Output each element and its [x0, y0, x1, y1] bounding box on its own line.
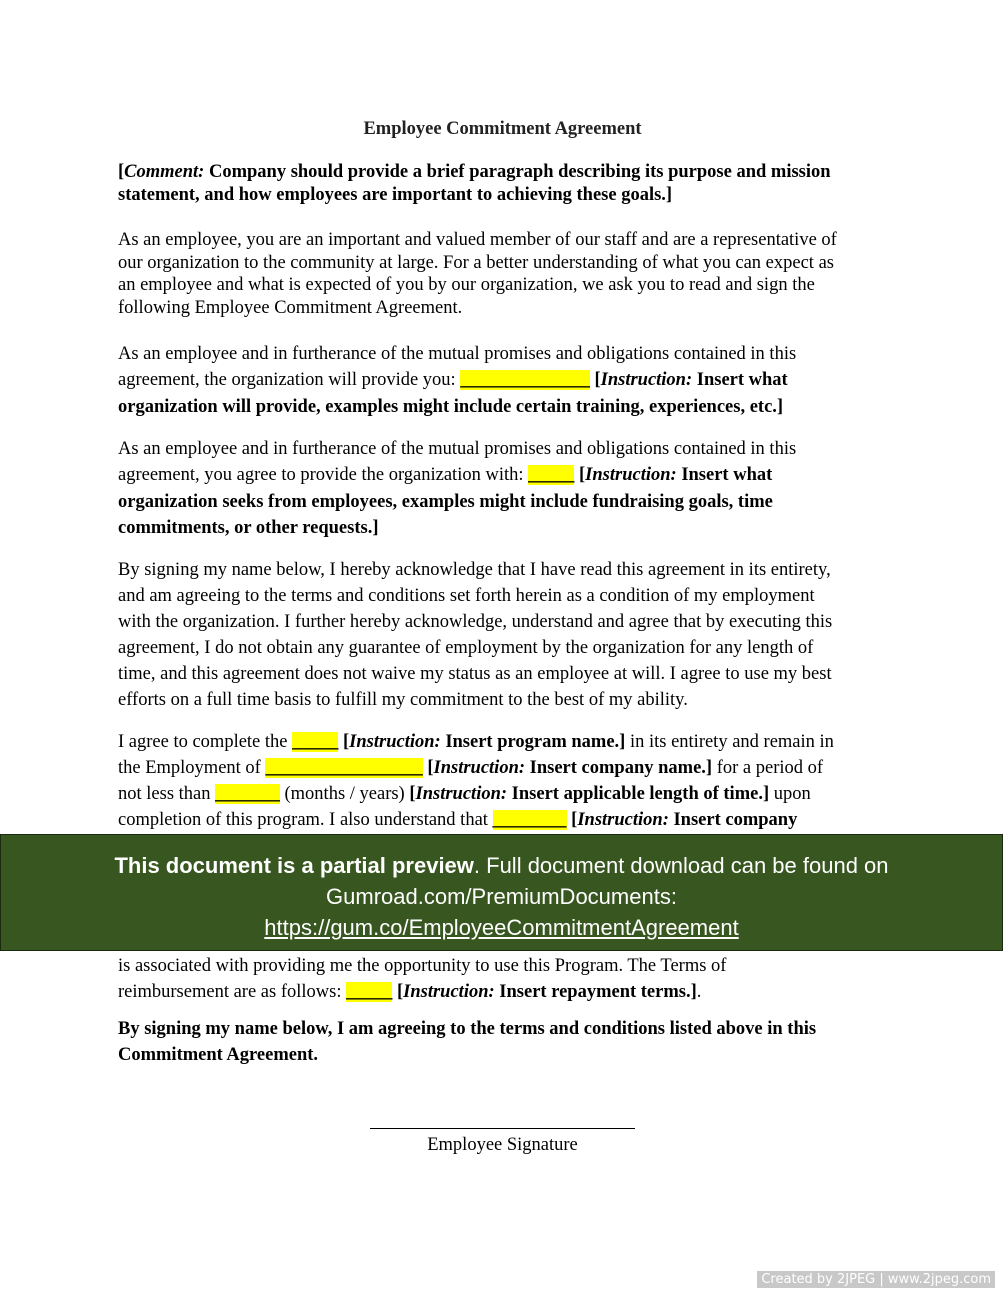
text-run: and am agreeing to the terms and conditions set forth herein as a condition of my employment [118, 586, 815, 606]
reimbursement-paragraph [118, 953, 908, 1005]
banner-line2: Gumroad.com/PremiumDocuments: [326, 884, 677, 909]
text-run: Insert applicable length of time.] [507, 784, 770, 804]
text-run: Insert what [692, 370, 788, 391]
banner-bold-text: This document is a partial preview [114, 853, 474, 878]
text-run: Commitment Agreement. [118, 1045, 319, 1065]
text-run: I agree to complete the [118, 732, 293, 752]
text-run: agreement, you agree to provide the organization with: [118, 465, 529, 486]
text-run: Insert what [676, 465, 773, 486]
text-run: As an employee, you are an important and valued member of our staff and are a representative of [118, 230, 837, 250]
preview-banner [0, 834, 1003, 951]
text-run: Insert company [668, 810, 798, 830]
text-run: [ [392, 982, 404, 1002]
text-run: By signing my name below, I am agreeing to the terms and conditions listed above in this [118, 1019, 817, 1039]
fill-in-blank: ________ [492, 810, 567, 830]
text-run: the Employment of [118, 758, 266, 778]
text-run: is associated with providing me the opportunity to use this Program. The Terms of [118, 956, 727, 976]
text-run: with the organization. I further hereby acknowledge, understand and agree that by executing this [118, 612, 833, 632]
text-run: organization will provide, examples might include certain training, experiences, etc.] [118, 396, 784, 417]
acknowledgement-paragraph [118, 557, 908, 713]
text-run: As an employee and in furtherance of the mutual promises and obligations contained in this [118, 439, 797, 459]
text-run: efforts on a full time basis to fulfill my commitment to the best of my ability. [118, 690, 688, 710]
text-run: [ [422, 758, 434, 778]
text-run: Instruction: [433, 758, 526, 778]
text-run: agreement, the organization will provide you: [118, 370, 461, 391]
text-run: Instruction: [403, 982, 495, 1002]
text-run: By signing my name below, I hereby acknowledge that I have read this agreement in its entirety, [118, 560, 831, 580]
organization-provides-paragraph [118, 341, 908, 420]
fill-in-blank: ______________ [460, 370, 590, 391]
text-run: Instruction: [600, 370, 693, 391]
text-run: Insert company name.] [525, 758, 713, 778]
fill-in-blank: _____ [528, 465, 575, 486]
text-run: [ [589, 370, 601, 391]
text-run: an employee and what is expected of you by our organization, we ask you to read and sign the [118, 275, 815, 296]
fill-in-blank: _____ [292, 732, 339, 752]
text-run: time, and this agreement does not waive my status as an employee at will. I agree to use my best [118, 664, 832, 684]
text-run: [ [338, 732, 350, 752]
watermark: Created by 2JPEG | www.2jpeg.com [757, 1271, 995, 1288]
download-link[interactable]: https://gum.co/EmployeeCommitmentAgreement [264, 915, 739, 940]
text-run: As an employee and in furtherance of the mutual promises and obligations contained in this [118, 344, 797, 364]
text-run: Instruction: [415, 784, 508, 804]
fill-in-blank: _____ [346, 982, 393, 1002]
program-commitment-paragraph [118, 729, 908, 833]
text-run: Instruction: [577, 810, 669, 830]
text-run: following Employee Commitment Agreement. [118, 298, 463, 319]
fill-in-blank: _______ [215, 784, 280, 804]
text-run: reimbursement are as follows: [118, 982, 347, 1002]
text-run: commitments, or other requests.] [118, 517, 379, 538]
text-run: [ [566, 810, 578, 830]
text-run: (months / years) [279, 784, 410, 804]
text-run: for a period of [712, 758, 824, 778]
text-run: [ [574, 465, 586, 486]
text-run: Insert repayment terms.] [494, 982, 697, 1002]
fill-in-blank: _________________ [265, 758, 423, 778]
text-run: Insert program name.] [440, 732, 626, 752]
intro-paragraph [118, 229, 908, 320]
text-run: not less than [118, 784, 216, 804]
text-run: organization seeks from employees, examples might include fundraising goals, time [118, 491, 773, 512]
text-run: Comment: [124, 162, 205, 182]
employee-provides-paragraph [118, 436, 908, 541]
text-run: Company should provide a brief paragraph describing its purpose and mission [204, 162, 831, 182]
text-run: [ [409, 784, 416, 804]
text-run: in its entirety and remain in [625, 732, 834, 752]
text-run: Instruction: [349, 732, 441, 752]
text-run: statement, and how employees are important to achieving these goals.] [118, 185, 673, 205]
document-title: Employee Commitment Agreement [363, 119, 642, 139]
text-run: [ [118, 162, 125, 182]
text-run: upon [769, 784, 811, 804]
text-run: . [696, 982, 702, 1002]
banner-text: . Full document download can be found on [473, 853, 889, 878]
signing-statement-paragraph [118, 1016, 908, 1068]
signature-line [370, 1128, 635, 1129]
signature-label: Employee Signature [427, 1135, 578, 1155]
text-run: completion of this program. I also understand that [118, 810, 493, 830]
text-run: our organization to the community at large. For a better understanding of what you can expect as [118, 252, 834, 273]
text-run: agreement, I do not obtain any guarantee of employment by the organization for any length of [118, 638, 814, 658]
comment-paragraph [118, 161, 908, 207]
text-run: Instruction: [585, 465, 677, 486]
